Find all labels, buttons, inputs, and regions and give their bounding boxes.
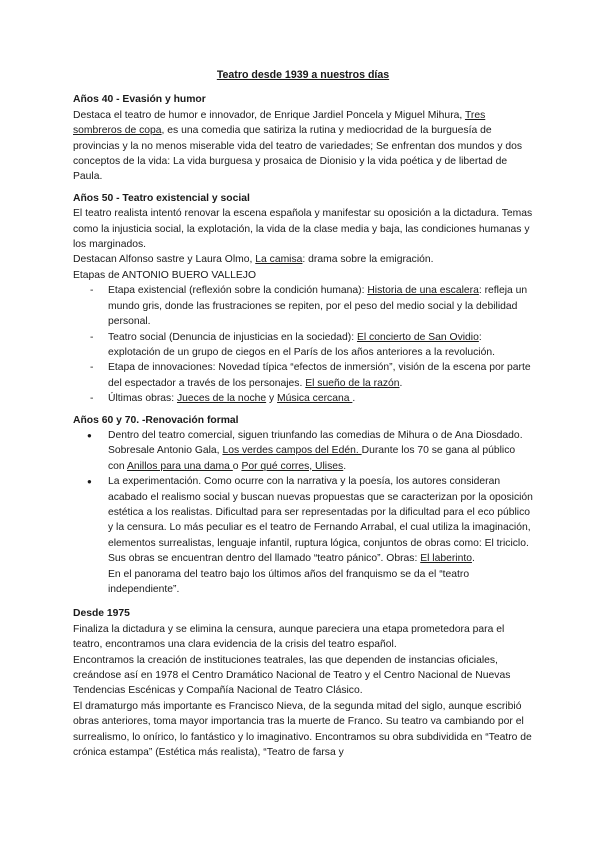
text: Últimas obras:	[108, 393, 177, 405]
text: Destaca el teatro de humor e innovador, de Enrique Jardiel Poncela y Miguel Mihura,	[73, 109, 465, 121]
list-item	[108, 474, 533, 597]
text: La experimentación. Como ocurre con la narrativa y la poesía, los autores consideran acabado el realismo social y buscan nuevas propuestas que se caracterizan por la oposición estética a los realistas. Dificultad para ser representadas por la dificultad para el eco público y la censura. Lo más peculiar es el teatro de Fernando Arrabal, el cual utiliza la imaginación, elementos surrealistas, lenguaje infantil, ruptura lógica, conjuntos de obras como: El triciclo. Sus obras se encuentran dentro del llamado “teatro pánico”. Obras:	[108, 476, 533, 565]
document-title: Teatro desde 1939 a nuestros días	[216, 69, 390, 81]
section-heading-60s: Años 60 y 70. -Renovación formal	[73, 414, 239, 426]
text: Etapa de innovaciones: Novedad típica “efectos de inmersión”, visión de la escena por parte del espectador a través de los personajes.	[108, 362, 531, 389]
list-item	[108, 391, 533, 406]
section-heading-50s: Años 50 - Teatro existencial y social	[73, 192, 250, 204]
text: Etapa existencial (reflexión sobre la condición humana):	[108, 285, 368, 297]
text: .	[343, 460, 347, 472]
work-title-laberinto: El laberinto	[420, 553, 472, 565]
section-heading-1975: Desde 1975	[73, 608, 130, 620]
work-title-verdes-campos: Los verdes campos del Edén.	[222, 445, 362, 457]
work-title-historia-escalera: Historia de una escalera	[367, 285, 479, 297]
list-item	[108, 360, 533, 391]
work-title-por-que-corres: Por qué corres, Ulises	[241, 460, 344, 472]
text: Teatro social (Denuncia de injusticias en la sociedad):	[108, 331, 357, 343]
work-title-tres-sombreros: Tres sombreros de copa	[73, 109, 486, 137]
paragraph-50s-sastre	[73, 252, 533, 267]
paragraph-40s	[73, 108, 533, 185]
text: En el panorama del teatro bajo los últimos años del franquismo se da el “teatro independiente”.	[108, 568, 470, 595]
text: .	[352, 393, 356, 405]
work-title-la-camisa: La camisa	[255, 254, 303, 266]
work-title-musica-cercana: Música cercana	[277, 393, 353, 405]
text: : explotación de un grupo de ciegos en el París de los años anteriores a la revolución.	[108, 331, 495, 358]
paragraph-1975-nieva: El dramaturgo más importante es Francisco Nieva, de la segunda mitad del siglo, aunque escribió obras anteriores, toma mayor importancia tras la muerte de Franco. Su teatro va cambiando por el surrealismo, lo onírico, lo fantástico y lo imaginativo. Encontramos su obra subdividida en “Teatro de crónica estampa” (Estética más realista), “Teatro de farsa y	[73, 700, 532, 759]
list-item	[108, 330, 533, 361]
text: y	[266, 393, 278, 405]
work-title-sueno-razon: El sueño de la razón	[305, 377, 400, 389]
buero-stages-list	[73, 283, 533, 406]
text: : refleja un mundo gris, donde las frustraciones se repiten, por el peso del medio social y la debilidad personal.	[108, 285, 528, 328]
paragraph-1975-instituciones: Encontramos la creación de instituciones teatrales, las que dependen de instancias oficiales, creándose así en 1978 el Centro Dramático Nacional de Teatro y el Centro Nacional de Nuevas Tendencias Escénicas y Compañía Nacional de Teatro Clásico.	[73, 654, 511, 697]
list-item	[108, 283, 533, 329]
paragraph-1975-crisis: Finaliza la dictadura y se elimina la censura, aunque pareciera una etapa prometedora para el teatro, encontramos una clara evidencia de la crisis del teatro español.	[73, 623, 505, 651]
section-60s-list	[73, 428, 533, 597]
text: o	[232, 460, 242, 472]
section-heading-40s: Años 40 - Evasión y humor	[73, 94, 206, 106]
text: Durante los 70 se gana al público con	[108, 445, 516, 472]
paragraph-50s-etapas: Etapas de ANTONIO BUERO VALLEJO	[73, 269, 257, 281]
text: .	[399, 377, 403, 389]
work-title-concierto: El concierto de San Ovidio	[356, 331, 479, 343]
text: : drama sobre la emigración.	[302, 254, 434, 266]
text: .	[471, 553, 475, 565]
text: Dentro del teatro comercial, siguen triunfando las comedias de Mihura o de Ana Diosdado. Sobresale Antonio Gala,	[108, 429, 523, 457]
text: , es una comedia que satiriza la rutina y mediocridad de la burguesía de provincias y la no menos miserable vida del teatro de variedades; Se enfrentan dos mundos y dos conceptos de la vida: La vida burguesa y prosaica de Dionisio y la vida poética y de libertad de Paula.	[73, 125, 523, 183]
paragraph-50s-intro: El teatro realista intentó renovar la escena española y manifestar su oposición a la dictadura. Temas como la injusticia social, la explotación, la vida de la clase media y baja, las condiciones humanas y los marginados.	[73, 208, 533, 251]
work-title-anillos: Anillos para una dama	[126, 460, 233, 472]
text: Destacan Alfonso sastre y Laura Olmo,	[73, 254, 256, 266]
list-item	[108, 428, 533, 474]
document-page	[73, 68, 533, 760]
work-title-jueces: Jueces de la noche	[176, 393, 267, 405]
